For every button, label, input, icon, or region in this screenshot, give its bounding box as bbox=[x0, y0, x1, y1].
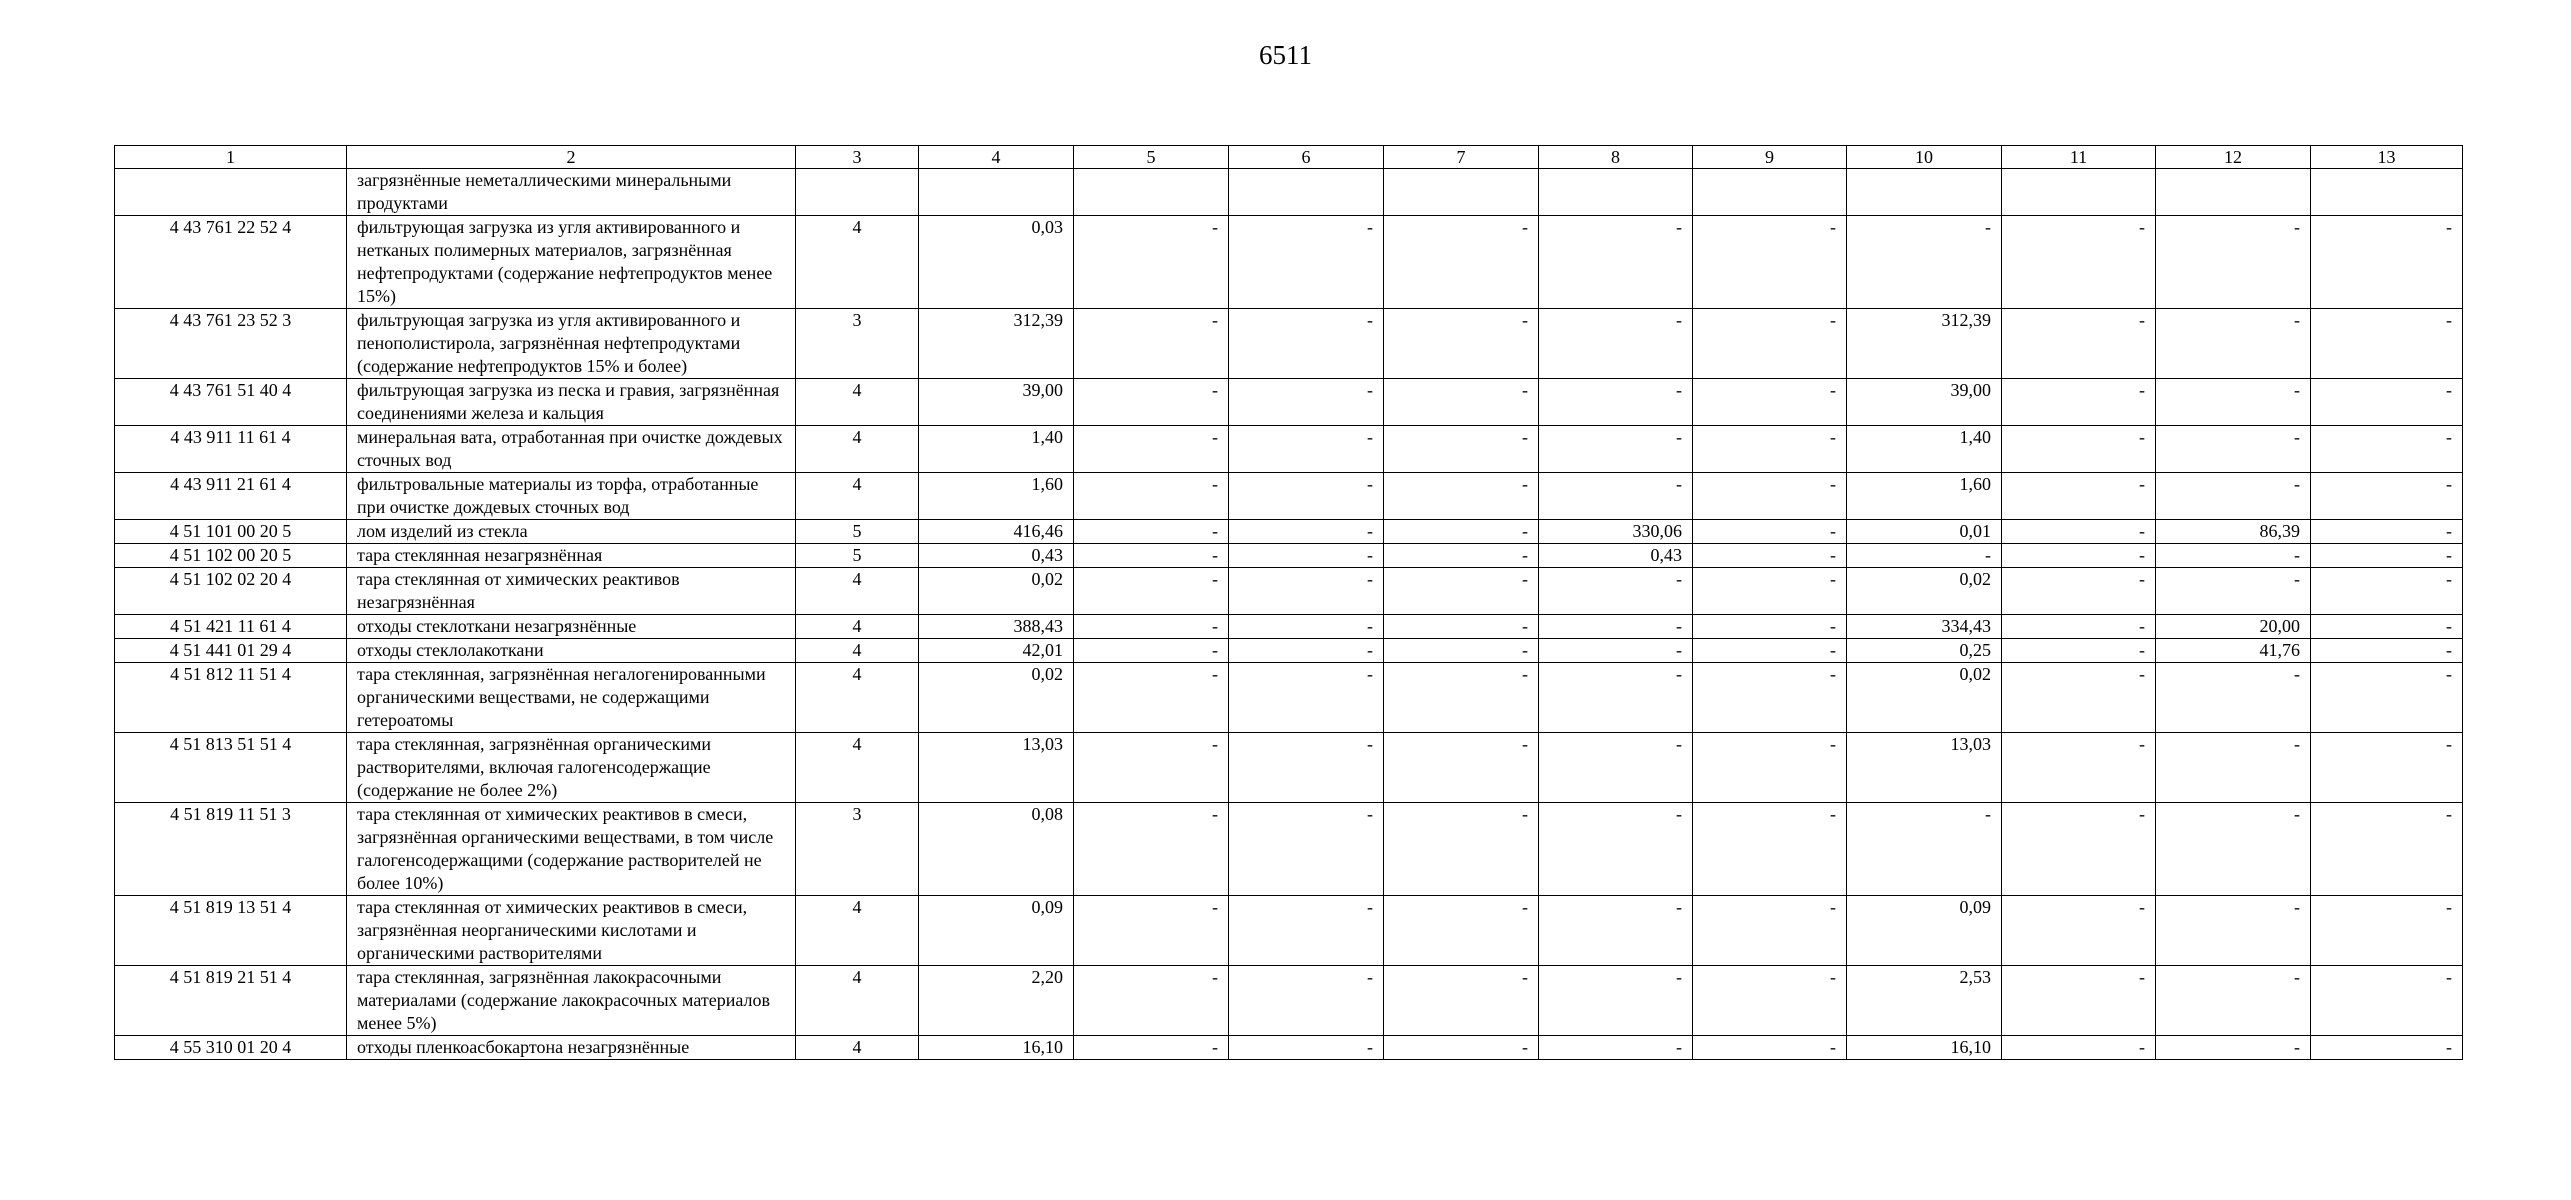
table-row bbox=[115, 426, 2463, 473]
value-cell-col-13: - bbox=[2311, 1036, 2463, 1060]
value-cell-col-5: - bbox=[1074, 639, 1229, 663]
value-cell-col-6: - bbox=[1229, 379, 1384, 426]
value-cell-col-10: 0,01 bbox=[1847, 520, 2002, 544]
value-cell-col-10: 39,00 bbox=[1847, 379, 2002, 426]
value-cell-col-12: - bbox=[2156, 966, 2311, 1036]
value-cell-col-5: - bbox=[1074, 663, 1229, 733]
fkko-code-cell: 4 51 819 13 51 4 bbox=[115, 896, 347, 966]
hazard-class-cell: 4 bbox=[796, 426, 919, 473]
value-cell-col-6: - bbox=[1229, 639, 1384, 663]
value-cell-col-6: - bbox=[1229, 803, 1384, 896]
value-cell-col-8: - bbox=[1539, 426, 1693, 473]
value-cell-col-11: - bbox=[2002, 309, 2156, 379]
column-header: 5 bbox=[1074, 146, 1229, 169]
table-row bbox=[115, 520, 2463, 544]
value-cell-col-7: - bbox=[1384, 896, 1539, 966]
waste-name-cell: фильтрующая загрузка из песка и гравия, загрязнённая соединениями железа и кальция bbox=[347, 379, 796, 426]
data-table bbox=[114, 145, 2463, 1060]
waste-name-cell: минеральная вата, отработанная при очистке дождевых сточных вод bbox=[347, 426, 796, 473]
value-cell-col-9: - bbox=[1693, 568, 1847, 615]
value-cell-col-12: - bbox=[2156, 803, 2311, 896]
column-header: 12 bbox=[2156, 146, 2311, 169]
value-cell-col-6: - bbox=[1229, 966, 1384, 1036]
value-cell-col-7: - bbox=[1384, 803, 1539, 896]
hazard-class-cell: 4 bbox=[796, 379, 919, 426]
value-cell-col-12: 86,39 bbox=[2156, 520, 2311, 544]
value-cell-col-9: - bbox=[1693, 663, 1847, 733]
value-cell-col-8: - bbox=[1539, 309, 1693, 379]
fkko-code-cell bbox=[115, 169, 347, 216]
column-header: 8 bbox=[1539, 146, 1693, 169]
value-cell-col-10: 13,03 bbox=[1847, 733, 2002, 803]
value-cell-col-9: - bbox=[1693, 896, 1847, 966]
value-cell-col-5: - bbox=[1074, 568, 1229, 615]
value-cell-col-5: - bbox=[1074, 473, 1229, 520]
value-cell-col-13 bbox=[2311, 169, 2463, 216]
fkko-code-cell: 4 51 102 02 20 4 bbox=[115, 568, 347, 615]
value-cell-col-11: - bbox=[2002, 520, 2156, 544]
value-cell-col-4 bbox=[919, 169, 1074, 216]
value-cell-col-10: 0,02 bbox=[1847, 663, 2002, 733]
fkko-code-cell: 4 43 911 21 61 4 bbox=[115, 473, 347, 520]
fkko-code-cell: 4 51 102 00 20 5 bbox=[115, 544, 347, 568]
waste-name-cell: лом изделий из стекла bbox=[347, 520, 796, 544]
table-row bbox=[115, 615, 2463, 639]
value-cell-col-10: 1,40 bbox=[1847, 426, 2002, 473]
fkko-code-cell: 4 51 101 00 20 5 bbox=[115, 520, 347, 544]
value-cell-col-4: 0,03 bbox=[919, 216, 1074, 309]
value-cell-col-11: - bbox=[2002, 733, 2156, 803]
value-cell-col-5: - bbox=[1074, 379, 1229, 426]
value-cell-col-7: - bbox=[1384, 615, 1539, 639]
fkko-code-cell: 4 55 310 01 20 4 bbox=[115, 1036, 347, 1060]
hazard-class-cell: 4 bbox=[796, 568, 919, 615]
value-cell-col-11: - bbox=[2002, 663, 2156, 733]
hazard-class-cell bbox=[796, 169, 919, 216]
value-cell-col-5: - bbox=[1074, 216, 1229, 309]
value-cell-col-12: - bbox=[2156, 544, 2311, 568]
value-cell-col-7: - bbox=[1384, 663, 1539, 733]
value-cell-col-13: - bbox=[2311, 309, 2463, 379]
value-cell-col-7: - bbox=[1384, 544, 1539, 568]
value-cell-col-6: - bbox=[1229, 568, 1384, 615]
waste-name-cell: отходы стеклоткани незагрязнённые bbox=[347, 615, 796, 639]
value-cell-col-10: 2,53 bbox=[1847, 966, 2002, 1036]
value-cell-col-13: - bbox=[2311, 615, 2463, 639]
value-cell-col-8: - bbox=[1539, 639, 1693, 663]
value-cell-col-12: - bbox=[2156, 896, 2311, 966]
value-cell-col-8: - bbox=[1539, 733, 1693, 803]
column-header: 10 bbox=[1847, 146, 2002, 169]
value-cell-col-9: - bbox=[1693, 309, 1847, 379]
value-cell-col-4: 1,60 bbox=[919, 473, 1074, 520]
value-cell-col-9: - bbox=[1693, 426, 1847, 473]
value-cell-col-12: - bbox=[2156, 568, 2311, 615]
table-row bbox=[115, 733, 2463, 803]
value-cell-col-8: - bbox=[1539, 216, 1693, 309]
value-cell-col-4: 312,39 bbox=[919, 309, 1074, 379]
value-cell-col-5: - bbox=[1074, 896, 1229, 966]
column-header: 9 bbox=[1693, 146, 1847, 169]
value-cell-col-7: - bbox=[1384, 426, 1539, 473]
value-cell-col-11: - bbox=[2002, 568, 2156, 615]
value-cell-col-9: - bbox=[1693, 615, 1847, 639]
fkko-code-cell: 4 51 819 21 51 4 bbox=[115, 966, 347, 1036]
value-cell-col-8: 330,06 bbox=[1539, 520, 1693, 544]
fkko-code-cell: 4 51 813 51 51 4 bbox=[115, 733, 347, 803]
value-cell-col-6: - bbox=[1229, 663, 1384, 733]
value-cell-col-4: 0,02 bbox=[919, 663, 1074, 733]
value-cell-col-5: - bbox=[1074, 544, 1229, 568]
value-cell-col-11: - bbox=[2002, 426, 2156, 473]
value-cell-col-9: - bbox=[1693, 803, 1847, 896]
waste-name-cell: фильтрующая загрузка из угля активированного и нетканых полимерных материалов, загрязнённая нефтепродуктами (содержание нефтепродуктов менее 15%) bbox=[347, 216, 796, 309]
value-cell-col-13: - bbox=[2311, 663, 2463, 733]
value-cell-col-6: - bbox=[1229, 216, 1384, 309]
value-cell-col-8 bbox=[1539, 169, 1693, 216]
value-cell-col-7: - bbox=[1384, 568, 1539, 615]
value-cell-col-10: 312,39 bbox=[1847, 309, 2002, 379]
table-row bbox=[115, 803, 2463, 896]
value-cell-col-7: - bbox=[1384, 216, 1539, 309]
waste-name-cell: тара стеклянная, загрязнённая органическими растворителями, включая галогенсодержащие (содержание не более 2%) bbox=[347, 733, 796, 803]
value-cell-col-4: 13,03 bbox=[919, 733, 1074, 803]
column-header: 6 bbox=[1229, 146, 1384, 169]
value-cell-col-6: - bbox=[1229, 544, 1384, 568]
value-cell-col-5: - bbox=[1074, 520, 1229, 544]
table-row bbox=[115, 379, 2463, 426]
column-header: 7 bbox=[1384, 146, 1539, 169]
value-cell-col-8: - bbox=[1539, 615, 1693, 639]
value-cell-col-4: 388,43 bbox=[919, 615, 1074, 639]
value-cell-col-8: - bbox=[1539, 896, 1693, 966]
hazard-class-cell: 4 bbox=[796, 733, 919, 803]
waste-name-cell: тара стеклянная, загрязнённая негалогенированными органическими веществами, не содержащими гетероатомы bbox=[347, 663, 796, 733]
value-cell-col-11: - bbox=[2002, 803, 2156, 896]
fkko-code-cell: 4 51 819 11 51 3 bbox=[115, 803, 347, 896]
table-row bbox=[115, 169, 2463, 216]
hazard-class-cell: 4 bbox=[796, 473, 919, 520]
value-cell-col-11 bbox=[2002, 169, 2156, 216]
table-body bbox=[115, 169, 2463, 1060]
table-row bbox=[115, 639, 2463, 663]
value-cell-col-4: 16,10 bbox=[919, 1036, 1074, 1060]
value-cell-col-4: 0,43 bbox=[919, 544, 1074, 568]
hazard-class-cell: 4 bbox=[796, 966, 919, 1036]
value-cell-col-12: - bbox=[2156, 1036, 2311, 1060]
fkko-code-cell: 4 51 812 11 51 4 bbox=[115, 663, 347, 733]
value-cell-col-13: - bbox=[2311, 544, 2463, 568]
value-cell-col-13: - bbox=[2311, 216, 2463, 309]
page-number: 6511 bbox=[1259, 40, 1312, 70]
waste-name-cell: отходы пленкоасбокартона незагрязнённые bbox=[347, 1036, 796, 1060]
column-header: 4 bbox=[919, 146, 1074, 169]
value-cell-col-9: - bbox=[1693, 733, 1847, 803]
value-cell-col-13: - bbox=[2311, 568, 2463, 615]
column-header: 11 bbox=[2002, 146, 2156, 169]
value-cell-col-5: - bbox=[1074, 733, 1229, 803]
value-cell-col-11: - bbox=[2002, 379, 2156, 426]
value-cell-col-9: - bbox=[1693, 544, 1847, 568]
value-cell-col-5: - bbox=[1074, 615, 1229, 639]
value-cell-col-4: 416,46 bbox=[919, 520, 1074, 544]
table-row bbox=[115, 896, 2463, 966]
value-cell-col-5: - bbox=[1074, 1036, 1229, 1060]
value-cell-col-11: - bbox=[2002, 966, 2156, 1036]
value-cell-col-4: 42,01 bbox=[919, 639, 1074, 663]
hazard-class-cell: 4 bbox=[796, 615, 919, 639]
value-cell-col-5: - bbox=[1074, 426, 1229, 473]
value-cell-col-12: - bbox=[2156, 473, 2311, 520]
value-cell-col-6: - bbox=[1229, 520, 1384, 544]
value-cell-col-6: - bbox=[1229, 896, 1384, 966]
fkko-code-cell: 4 51 441 01 29 4 bbox=[115, 639, 347, 663]
value-cell-col-9: - bbox=[1693, 520, 1847, 544]
value-cell-col-8: - bbox=[1539, 1036, 1693, 1060]
value-cell-col-11: - bbox=[2002, 544, 2156, 568]
fkko-code-cell: 4 51 421 11 61 4 bbox=[115, 615, 347, 639]
value-cell-col-10 bbox=[1847, 169, 2002, 216]
value-cell-col-6 bbox=[1229, 169, 1384, 216]
value-cell-col-6: - bbox=[1229, 473, 1384, 520]
value-cell-col-5 bbox=[1074, 169, 1229, 216]
value-cell-col-6: - bbox=[1229, 309, 1384, 379]
waste-name-cell: отходы стеклолакоткани bbox=[347, 639, 796, 663]
value-cell-col-5: - bbox=[1074, 309, 1229, 379]
value-cell-col-11: - bbox=[2002, 639, 2156, 663]
value-cell-col-12: 41,76 bbox=[2156, 639, 2311, 663]
value-cell-col-7: - bbox=[1384, 309, 1539, 379]
value-cell-col-12 bbox=[2156, 169, 2311, 216]
value-cell-col-5: - bbox=[1074, 803, 1229, 896]
value-cell-col-13: - bbox=[2311, 520, 2463, 544]
value-cell-col-11: - bbox=[2002, 615, 2156, 639]
hazard-class-cell: 4 bbox=[796, 896, 919, 966]
value-cell-col-12: - bbox=[2156, 309, 2311, 379]
fkko-code-cell: 4 43 761 22 52 4 bbox=[115, 216, 347, 309]
column-header: 3 bbox=[796, 146, 919, 169]
waste-name-cell: тара стеклянная незагрязнённая bbox=[347, 544, 796, 568]
value-cell-col-10: 1,60 bbox=[1847, 473, 2002, 520]
table-row bbox=[115, 216, 2463, 309]
value-cell-col-13: - bbox=[2311, 379, 2463, 426]
value-cell-col-4: 39,00 bbox=[919, 379, 1074, 426]
value-cell-col-12: - bbox=[2156, 733, 2311, 803]
value-cell-col-12: - bbox=[2156, 663, 2311, 733]
value-cell-col-9: - bbox=[1693, 473, 1847, 520]
value-cell-col-7: - bbox=[1384, 966, 1539, 1036]
value-cell-col-8: 0,43 bbox=[1539, 544, 1693, 568]
value-cell-col-7: - bbox=[1384, 1036, 1539, 1060]
table-row bbox=[115, 473, 2463, 520]
table-row bbox=[115, 663, 2463, 733]
waste-name-cell: тара стеклянная, загрязнённая лакокрасочными материалами (содержание лакокрасочных материалов менее 5%) bbox=[347, 966, 796, 1036]
value-cell-col-13: - bbox=[2311, 426, 2463, 473]
value-cell-col-10: - bbox=[1847, 803, 2002, 896]
value-cell-col-10: 334,43 bbox=[1847, 615, 2002, 639]
value-cell-col-6: - bbox=[1229, 733, 1384, 803]
value-cell-col-11: - bbox=[2002, 1036, 2156, 1060]
waste-name-cell: фильтрующая загрузка из угля активированного и пенополистирола, загрязнённая нефтепродуктами (содержание нефтепродуктов 15% и более) bbox=[347, 309, 796, 379]
value-cell-col-4: 1,40 bbox=[919, 426, 1074, 473]
value-cell-col-13: - bbox=[2311, 639, 2463, 663]
value-cell-col-6: - bbox=[1229, 426, 1384, 473]
hazard-class-cell: 4 bbox=[796, 1036, 919, 1060]
value-cell-col-7: - bbox=[1384, 379, 1539, 426]
value-cell-col-9: - bbox=[1693, 1036, 1847, 1060]
hazard-class-cell: 5 bbox=[796, 544, 919, 568]
value-cell-col-10: - bbox=[1847, 544, 2002, 568]
table-row bbox=[115, 309, 2463, 379]
value-cell-col-8: - bbox=[1539, 663, 1693, 733]
value-cell-col-10: 0,02 bbox=[1847, 568, 2002, 615]
table-row bbox=[115, 544, 2463, 568]
value-cell-col-7: - bbox=[1384, 733, 1539, 803]
column-header: 2 bbox=[347, 146, 796, 169]
value-cell-col-8: - bbox=[1539, 473, 1693, 520]
value-cell-col-11: - bbox=[2002, 216, 2156, 309]
value-cell-col-10: - bbox=[1847, 216, 2002, 309]
value-cell-col-10: 0,25 bbox=[1847, 639, 2002, 663]
table-row bbox=[115, 1036, 2463, 1060]
value-cell-col-9: - bbox=[1693, 379, 1847, 426]
value-cell-col-5: - bbox=[1074, 966, 1229, 1036]
value-cell-col-8: - bbox=[1539, 379, 1693, 426]
value-cell-col-13: - bbox=[2311, 473, 2463, 520]
fkko-code-cell: 4 43 761 51 40 4 bbox=[115, 379, 347, 426]
waste-name-cell: загрязнённые неметаллическими минеральными продуктами bbox=[347, 169, 796, 216]
value-cell-col-10: 0,09 bbox=[1847, 896, 2002, 966]
hazard-class-cell: 4 bbox=[796, 216, 919, 309]
hazard-class-cell: 3 bbox=[796, 803, 919, 896]
value-cell-col-4: 0,02 bbox=[919, 568, 1074, 615]
value-cell-col-13: - bbox=[2311, 803, 2463, 896]
value-cell-col-12: - bbox=[2156, 216, 2311, 309]
table-row bbox=[115, 966, 2463, 1036]
value-cell-col-13: - bbox=[2311, 733, 2463, 803]
waste-name-cell: тара стеклянная от химических реактивов незагрязнённая bbox=[347, 568, 796, 615]
value-cell-col-12: - bbox=[2156, 379, 2311, 426]
value-cell-col-8: - bbox=[1539, 803, 1693, 896]
value-cell-col-13: - bbox=[2311, 966, 2463, 1036]
value-cell-col-7: - bbox=[1384, 520, 1539, 544]
table-row bbox=[115, 568, 2463, 615]
value-cell-col-9: - bbox=[1693, 966, 1847, 1036]
value-cell-col-7 bbox=[1384, 169, 1539, 216]
value-cell-col-4: 0,08 bbox=[919, 803, 1074, 896]
value-cell-col-9: - bbox=[1693, 216, 1847, 309]
value-cell-col-9 bbox=[1693, 169, 1847, 216]
value-cell-col-11: - bbox=[2002, 896, 2156, 966]
hazard-class-cell: 5 bbox=[796, 520, 919, 544]
fkko-code-cell: 4 43 911 11 61 4 bbox=[115, 426, 347, 473]
hazard-class-cell: 4 bbox=[796, 639, 919, 663]
header-row bbox=[115, 146, 2463, 169]
value-cell-col-12: - bbox=[2156, 426, 2311, 473]
value-cell-col-13: - bbox=[2311, 896, 2463, 966]
value-cell-col-8: - bbox=[1539, 966, 1693, 1036]
hazard-class-cell: 3 bbox=[796, 309, 919, 379]
value-cell-col-12: 20,00 bbox=[2156, 615, 2311, 639]
hazard-class-cell: 4 bbox=[796, 663, 919, 733]
waste-name-cell: тара стеклянная от химических реактивов в смеси, загрязнённая неорганическими кислотами и органическими растворителями bbox=[347, 896, 796, 966]
column-header: 13 bbox=[2311, 146, 2463, 169]
value-cell-col-6: - bbox=[1229, 615, 1384, 639]
fkko-code-cell: 4 43 761 23 52 3 bbox=[115, 309, 347, 379]
value-cell-col-10: 16,10 bbox=[1847, 1036, 2002, 1060]
value-cell-col-4: 0,09 bbox=[919, 896, 1074, 966]
value-cell-col-9: - bbox=[1693, 639, 1847, 663]
value-cell-col-7: - bbox=[1384, 639, 1539, 663]
value-cell-col-8: - bbox=[1539, 568, 1693, 615]
value-cell-col-6: - bbox=[1229, 1036, 1384, 1060]
waste-name-cell: фильтровальные материалы из торфа, отработанные при очистке дождевых сточных вод bbox=[347, 473, 796, 520]
column-header: 1 bbox=[115, 146, 347, 169]
value-cell-col-7: - bbox=[1384, 473, 1539, 520]
waste-name-cell: тара стеклянная от химических реактивов в смеси, загрязнённая органическими веществами, в том числе галогенсодержащими (содержание растворителей не более 10%) bbox=[347, 803, 796, 896]
value-cell-col-4: 2,20 bbox=[919, 966, 1074, 1036]
value-cell-col-11: - bbox=[2002, 473, 2156, 520]
